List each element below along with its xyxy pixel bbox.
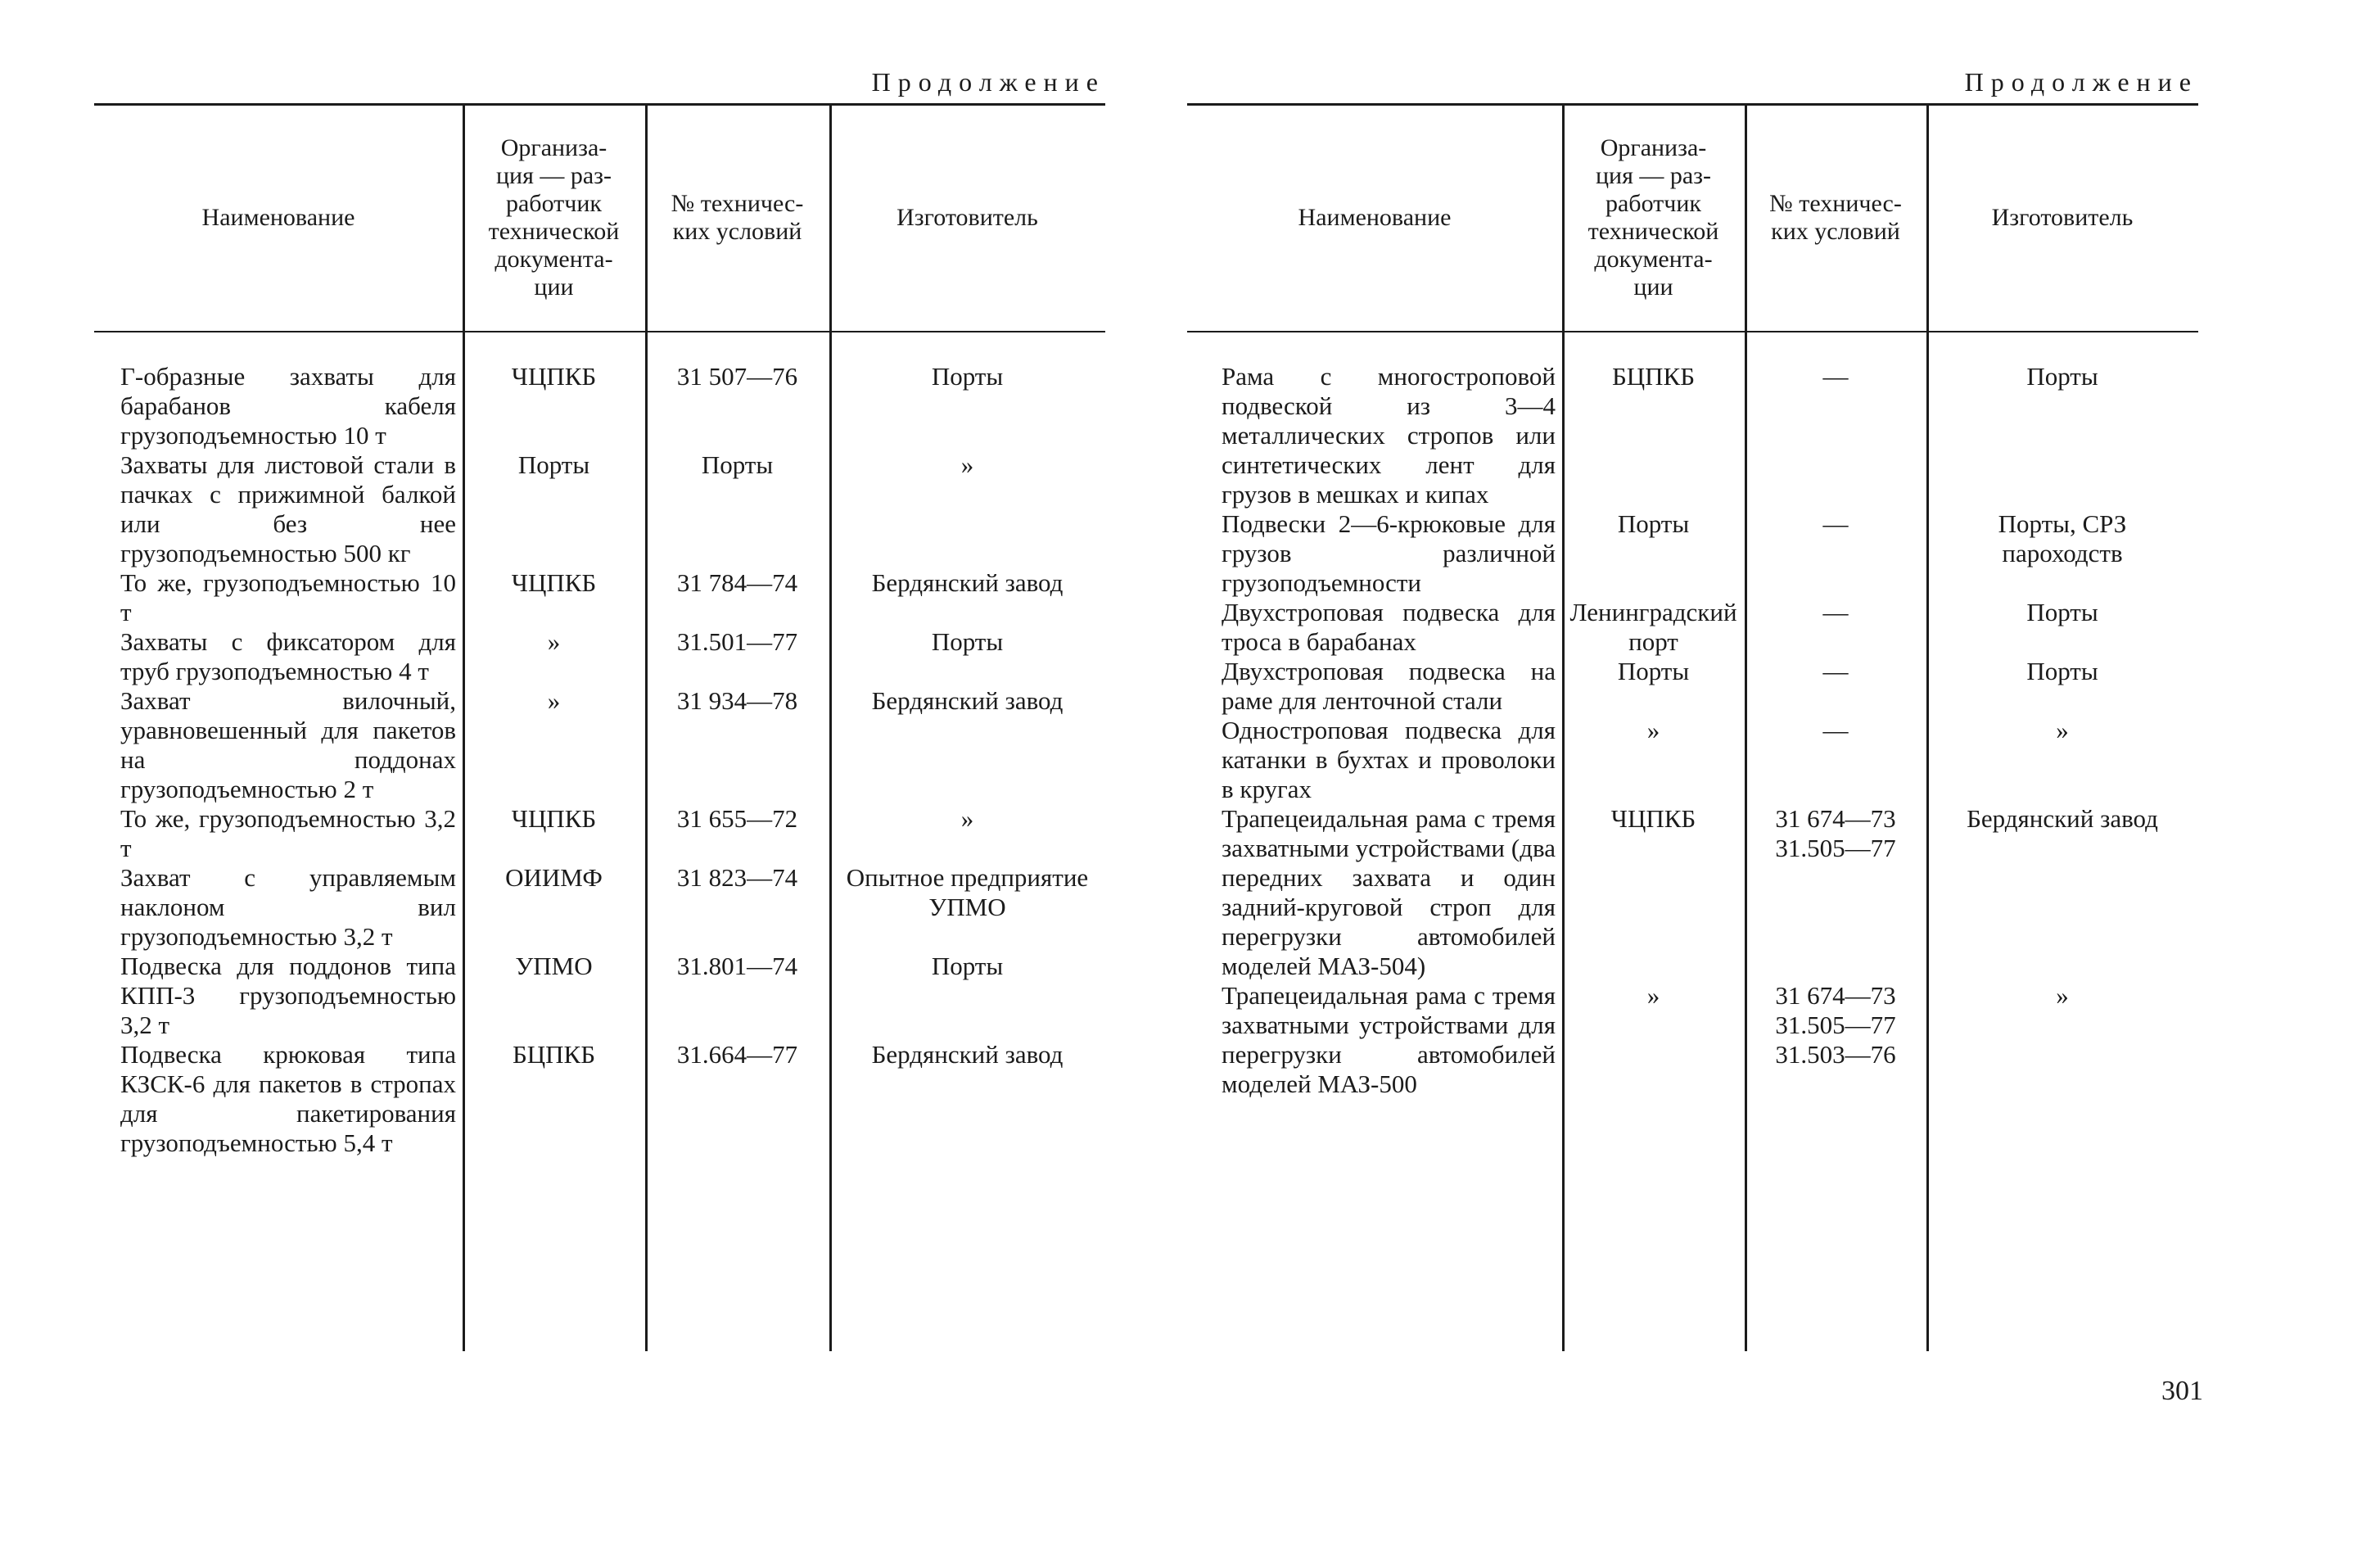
- cell-maker: Бердянский завод: [871, 686, 1064, 715]
- cell-name: Г-образные захваты для барабанов кабеля грузоподъемностью 10 т: [120, 362, 456, 450]
- cell-spec: 31 934—78: [676, 686, 798, 715]
- page-number: 301: [2161, 1376, 2203, 1406]
- table-row: [1187, 598, 2198, 657]
- table-row: [94, 450, 1105, 568]
- cell-name: Рама с многостроповой подвеской из 3—4 металлических стропов или синтетических лент для грузов в мешках и кипах: [1222, 362, 1556, 509]
- cell-spec: 31 823—74: [676, 863, 798, 892]
- cell-org: ЧЦПКБ: [511, 568, 597, 597]
- cell-spec: 31 507—76: [676, 362, 798, 391]
- cell-maker: »: [960, 804, 974, 833]
- cell-spec: —: [1822, 716, 1849, 744]
- cell-name: Захваты для листовой стали в пачках с прижимной балкой или без нее грузоподъемностью 500 кг: [120, 450, 456, 567]
- header-bottom-rule: [94, 331, 1105, 332]
- header-org: Организа- ция — раз- работчик технической документа- ции: [1587, 134, 1719, 301]
- header-maker: Изготовитель: [896, 204, 1038, 231]
- cell-org: »: [1646, 716, 1660, 744]
- header-org: Организа- ция — раз- работчик технической документа- ции: [488, 134, 620, 301]
- cell-org: Порты: [1617, 509, 1690, 538]
- continuation-label: Продолжение: [1964, 67, 2198, 97]
- header-spec: № техничес- ких условий: [1769, 190, 1902, 245]
- cell-maker: Порты: [2026, 598, 2098, 626]
- cell-spec: —: [1822, 657, 1849, 685]
- header-spec: № техничес- ких условий: [671, 190, 804, 245]
- cell-maker: »: [2056, 716, 2069, 744]
- table-body: [1187, 362, 2198, 1099]
- cell-name: Подвески 2—6-крюковые для грузов различной грузоподъемности: [1222, 509, 1556, 597]
- cell-spec: 31 674—73 31.505—77 31.503—76: [1775, 981, 1896, 1069]
- cell-spec: 31 674—73 31.505—77: [1775, 804, 1896, 862]
- left-table: [94, 0, 1105, 1392]
- cell-spec: 31.501—77: [676, 627, 798, 656]
- cell-maker: Порты: [2026, 362, 2098, 391]
- cell-maker: Порты: [931, 627, 1004, 656]
- header-name: Наименование: [1298, 204, 1452, 231]
- table-row: [94, 362, 1105, 450]
- cell-spec: 31 655—72: [676, 804, 798, 833]
- cell-maker: Порты: [931, 952, 1004, 980]
- cell-maker: Порты: [2026, 657, 2098, 685]
- continuation-label: Продолжение: [871, 67, 1105, 97]
- cell-org: ЧЦПКБ: [1610, 804, 1696, 833]
- cell-maker: Бердянский завод: [871, 568, 1064, 597]
- cell-maker: Бердянский завод: [871, 1040, 1064, 1069]
- cell-org: ЧЦПКБ: [511, 804, 597, 833]
- table-row: [94, 863, 1105, 952]
- cell-spec: —: [1822, 598, 1849, 626]
- cell-spec: 31.801—74: [676, 952, 798, 980]
- cell-org: БЦПКБ: [512, 1040, 596, 1069]
- cell-spec: Порты: [701, 450, 774, 479]
- cell-org: ЧЦПКБ: [511, 362, 597, 391]
- cell-name: Подвеска крюковая типа КЗСК-6 для пакетов в стропах для пакетирования грузоподъемностью 5,4 т: [120, 1040, 456, 1157]
- cell-name: Двухстроповая подвеска для троса в барабанах: [1222, 598, 1556, 656]
- cell-name: То же, грузоподъемностью 3,2 т: [120, 804, 456, 862]
- right-table: [1187, 0, 2198, 1392]
- header-name: Наименование: [201, 204, 355, 231]
- cell-org: Ленинградский порт: [1569, 598, 1737, 656]
- table-row: [94, 952, 1105, 1040]
- cell-spec: —: [1822, 362, 1849, 391]
- cell-org: Порты: [1617, 657, 1690, 685]
- table-body: [94, 362, 1105, 1158]
- table-row: [1187, 716, 2198, 804]
- table-row: [94, 1040, 1105, 1158]
- cell-org: »: [547, 627, 561, 656]
- cell-name: Двухстроповая подвеска на раме для ленточной стали: [1222, 657, 1556, 715]
- header-maker: Изготовитель: [1991, 204, 2134, 231]
- header-bottom-rule: [1187, 331, 2198, 332]
- cell-name: Захват вилочный, уравновешенный для пакетов на поддонах грузоподъемностью 2 т: [120, 686, 456, 803]
- cell-name: Захваты с фиксатором для труб грузоподъемностью 4 т: [120, 627, 456, 685]
- cell-spec: —: [1822, 509, 1849, 538]
- cell-maker: Порты, СРЗ пароходств: [1998, 509, 2127, 567]
- cell-org: Порты: [517, 450, 590, 479]
- cell-maker: Порты: [931, 362, 1004, 391]
- cell-name: Захват с управляемым наклоном вил грузоподъемностью 3,2 т: [120, 863, 456, 951]
- cell-name: Одностроповая подвеска для катанки в бухтах и проволоки в кругах: [1222, 716, 1556, 803]
- cell-org: »: [1646, 981, 1660, 1010]
- table-row: [1187, 657, 2198, 716]
- table-top-rule: [1187, 103, 2198, 106]
- cell-org: БЦПКБ: [1611, 362, 1696, 391]
- cell-spec: 31.664—77: [676, 1040, 798, 1069]
- cell-name: Подвеска для поддонов типа КПП-3 грузоподъемностью 3,2 т: [120, 952, 456, 1039]
- cell-maker: »: [2056, 981, 2069, 1010]
- table-row: [94, 804, 1105, 863]
- cell-spec: 31 784—74: [676, 568, 798, 597]
- cell-maker: Бердянский завод: [1967, 804, 2158, 833]
- cell-maker: Опытное предприятие УПМО: [846, 863, 1089, 921]
- table-row: [1187, 362, 2198, 509]
- cell-name: Трапецеидальная рама с тремя захватными устройствами для перегрузки автомобилей моделей МАЗ-500: [1222, 981, 1556, 1098]
- cell-org: УПМО: [515, 952, 593, 980]
- cell-name: Трапецеидальная рама с тремя захватными устройствами (два передних захвата и один задний-круговой строп для перегрузки автомобилей моделей МАЗ-504): [1222, 804, 1556, 980]
- table-row: [1187, 804, 2198, 981]
- table-row: [94, 568, 1105, 627]
- table-row: [94, 627, 1105, 686]
- table-row: [1187, 981, 2198, 1099]
- table-row: [94, 686, 1105, 804]
- table-top-rule: [94, 103, 1105, 106]
- cell-org: ОИИМФ: [505, 863, 603, 892]
- cell-org: »: [547, 686, 561, 715]
- table-row: [1187, 509, 2198, 598]
- cell-maker: »: [960, 450, 974, 479]
- cell-name: То же, грузоподъемностью 10 т: [120, 568, 456, 626]
